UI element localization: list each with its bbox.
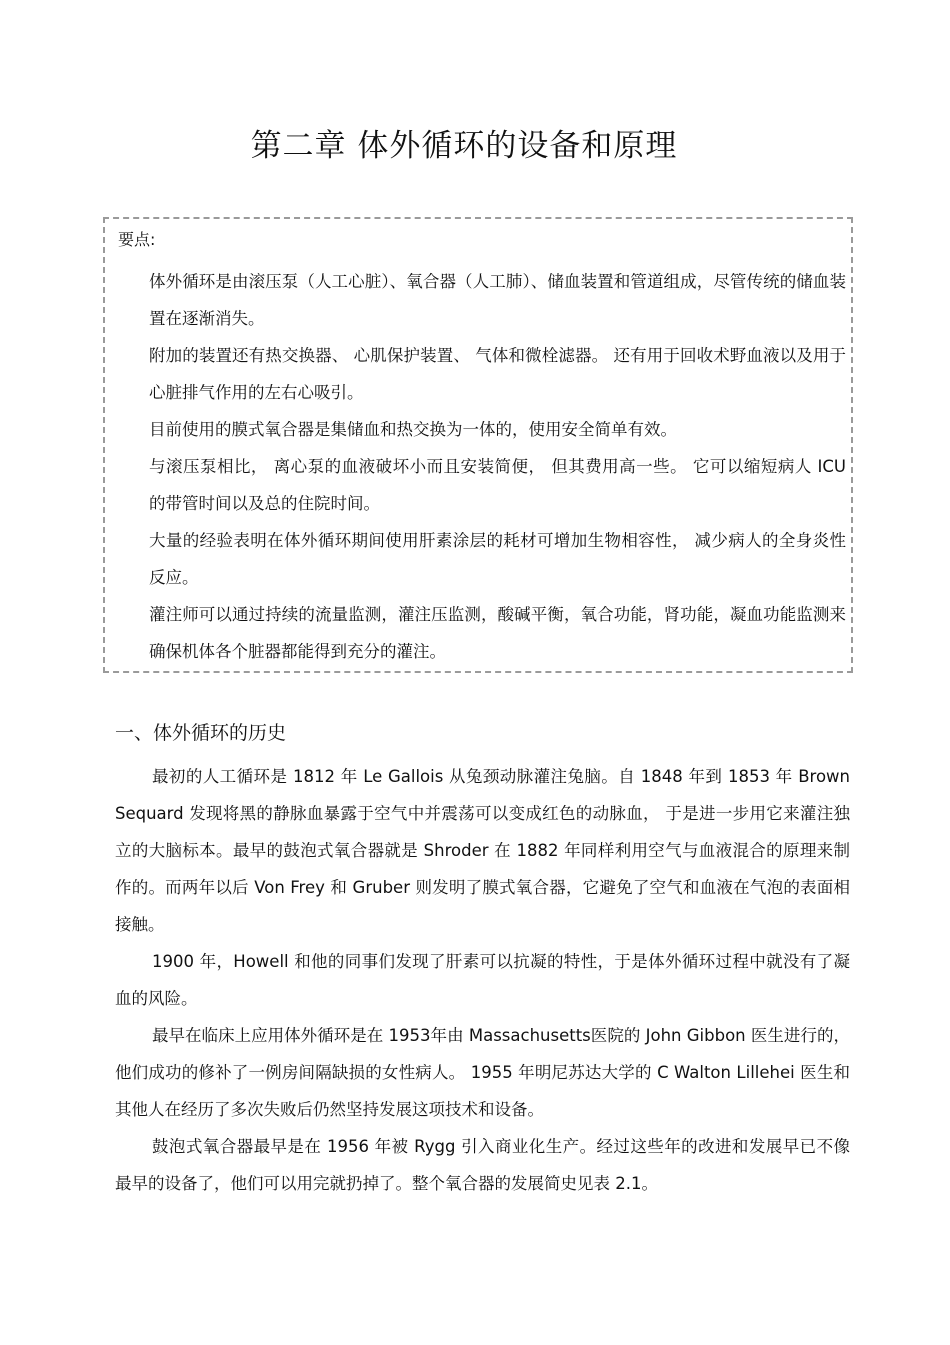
key-point-item: 附加的装置还有热交换器、 心肌保护装置、 气体和微栓滤器。 还有用于回收术野血液以及用于心脏排气作用的左右心吸引。 (149, 346, 846, 402)
key-points-box (103, 217, 853, 673)
section-body (115, 758, 850, 1202)
key-points-label: 要点: (118, 230, 156, 249)
key-point-item: 体外循环是由滚压泵（人工心脏）、氧合器（人工肺）、储血装置和管道组成，尽管传统的储血装置在逐渐消失。 (149, 272, 846, 328)
body-paragraph: 1900 年，Howell 和他的同事们发现了肝素可以抗凝的特性，于是体外循环过程中就没有了凝血的风险。 (115, 952, 850, 1008)
body-paragraph: 最初的人工循环是 1812 年 Le Gallois 从兔颈动脉灌注兔脑。自 1848 年到 1853 年 Brown Sequard 发现将黑的静脉血暴露于空气中并震荡可以变成红色的动脉血， 于是进一步用它来灌注独立的大脑标本。最早的鼓泡式氧合器就是 Shroder 在 1882 年同样利用空气与血液混合的原理来制作的。而两年以后 Von Frey 和 Gruber 则发明了膜式氧合器，它避免了空气和血液在气泡的表面相接触。 (115, 767, 850, 934)
key-points-list (149, 263, 846, 670)
body-paragraph: 最早在临床上应用体外循环是在 1953年由 Massachusetts医院的 John Gibbon 医生进行的，他们成功的修补了一例房间隔缺损的女性病人。 1955 年明尼苏达大学的 C Walton Lillehei 医生和其他人在经历了多次失败后仍然坚持发展这项技术和设备。 (115, 1026, 850, 1119)
section-heading: 一、体外循环的历史 (115, 722, 287, 744)
key-point-item: 与滚压泵相比， 离心泵的血液破坏小而且安装简便， 但其费用高一些。 它可以缩短病人 ICU 的带管时间以及总的住院时间。 (149, 457, 846, 513)
key-point-item: 灌注师可以通过持续的流量监测，灌注压监测，酸碱平衡，氧合功能，肾功能，凝血功能监测来确保机体各个脏器都能得到充分的灌注。 (149, 605, 846, 661)
key-point-item: 目前使用的膜式氧合器是集储血和热交换为一体的，使用安全简单有效。 (149, 420, 677, 439)
page-title: 第二章 体外循环的设备和原理 (250, 128, 678, 164)
body-paragraph: 鼓泡式氧合器最早是在 1956 年被 Rygg 引入商业化生产。经过这些年的改进和发展早已不像最早的设备了，他们可以用完就扔掉了。整个氧合器的发展简史见表 2.1。 (115, 1137, 850, 1193)
key-point-item: 大量的经验表明在体外循环期间使用肝素涂层的耗材可增加生物相容性， 减少病人的全身炎性反应。 (149, 531, 846, 587)
